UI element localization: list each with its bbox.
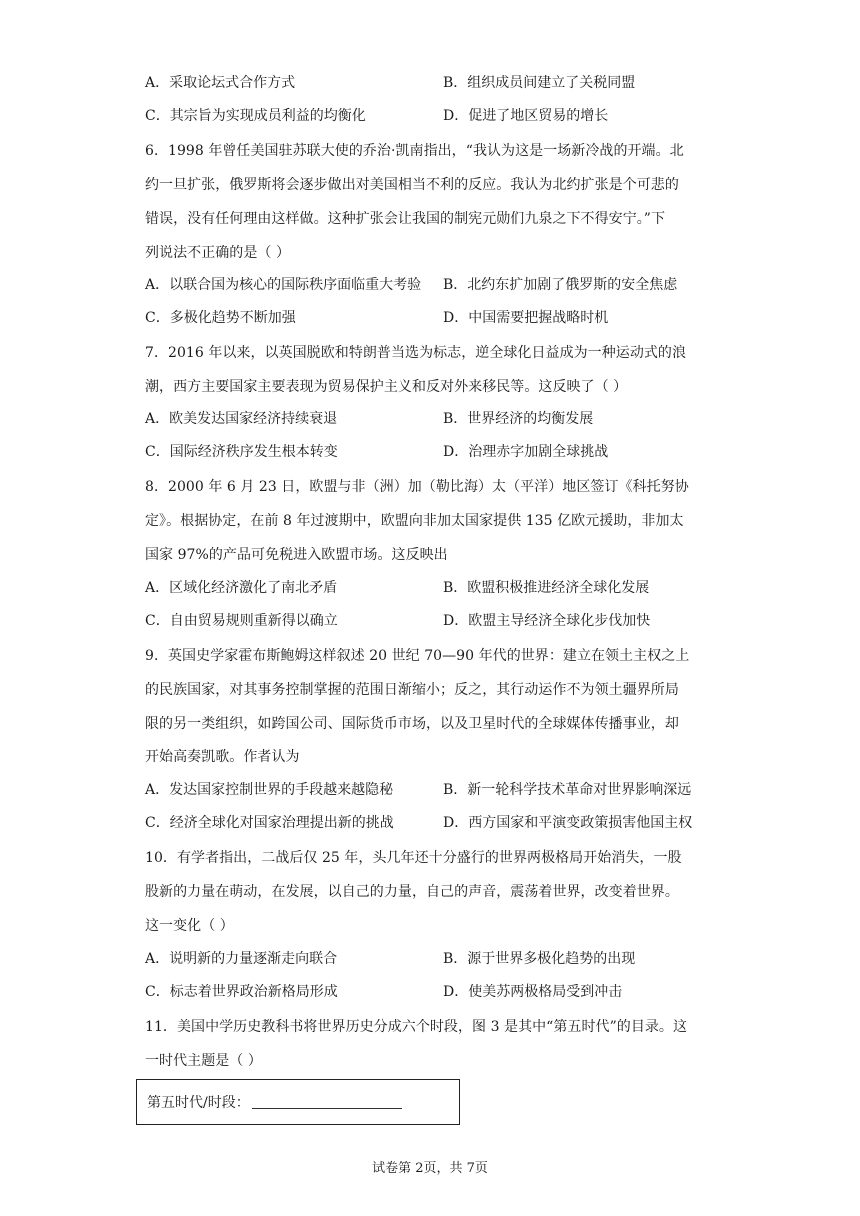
q9-stem-line-2: 的民族国家，对其事务控制掌握的范围日渐缩小；反之，其行动运作不为领土疆界所局 [145,682,679,698]
q9-stem-line-4: 开始高奏凯歌。作者认为 [145,749,300,765]
q5-option-a: A．采取论坛式合作方式 [145,75,296,91]
q7-option-a: A．欧美发达国家经济持续衰退 [145,411,338,427]
fifth-era-table [136,1079,460,1125]
q9-option-a: A．发达国家控制世界的手段越来越隐秘 [145,782,394,798]
q8-option-a: A．区域化经济激化了南北矛盾 [145,580,338,596]
q7-stem-line-1: 7．2016 年以来，以英国脱欧和特朗普当选为标志，逆全球化日益成为一种运动式的浪 [145,345,687,361]
q8-option-c: C．自由贸易规则重新得以确立 [145,613,338,629]
q5-options-row-2 [145,105,725,127]
q11-stem-line-2: 一时代主题是（ ） [145,1053,262,1069]
fifth-era-table-cell [147,1093,402,1113]
q6-stem-line-4: 列说法不正确的是（ ） [145,245,290,261]
q5-option-c: C．其宗旨为实现成员利益的均衡化 [145,108,366,124]
q9-options-row-1 [145,779,725,801]
q8-option-b: B．欧盟积极推进经济全球化发展 [443,580,650,596]
q7-options-row-1 [145,408,725,430]
q7-stem-line-2: 潮，西方主要国家主要表现为贸易保护主义和反对外来移民等。这反映了（ ） [145,379,628,395]
q8-options-row-2 [145,610,725,632]
q8-options-row-1 [145,577,725,599]
q9-option-c: C．经济全球化对国家治理提出新的挑战 [145,815,394,831]
q6-option-d: D．中国需要把握战略时机 [443,310,609,326]
q8-option-d: D．欧盟主导经济全球化步伐加快 [443,613,651,629]
q7-options-row-2 [145,441,725,463]
q10-options-row-1 [145,948,725,970]
q10-option-a: A．说明新的力量逐渐走向联合 [145,951,338,967]
q8-stem-line-3: 国家 97%的产品可免税进入欧盟市场。这反映出 [145,547,448,563]
q10-option-d: D．使美苏两极格局受到冲击 [443,984,623,1000]
q9-options-row-2 [145,812,725,834]
q11-stem-line-1: 11．美国中学历史教科书将世界历史分成六个时段，图 3 是其中“第五时代”的目录。这 [145,1019,688,1035]
q6-option-c: C．多极化趋势不断加强 [145,310,296,326]
q9-option-d: D．西方国家和平演变政策损害他国主权 [443,815,693,831]
q5-option-b: B．组织成员间建立了关税同盟 [443,75,636,91]
q6-stem-line-2: 约一旦扩张，俄罗斯将会逐步做出对美国相当不利的反应。我认为北约扩张是个可悲的 [145,177,679,193]
q6-option-a: A．以联合国为核心的国际秩序面临重大考验 [145,277,422,293]
q9-stem-line-3: 限的另一类组织，如跨国公司、国际货币市场，以及卫星时代的全球媒体传播事业，却 [145,716,679,732]
fifth-era-label: 第五时代/时段： [147,1095,250,1111]
q10-stem-line-1: 10．有学者指出，二战后仅 25 年，头几年还十分盛行的世界两极格局开始消失，一股 [145,850,682,866]
q5-option-d: D．促进了地区贸易的增长 [443,108,609,124]
q7-option-d: D．治理赤字加剧全球挑战 [443,444,609,460]
q5-options-row-1 [145,72,725,94]
q7-option-b: B．世界经济的均衡发展 [443,411,594,427]
q10-option-b: B．源于世界多极化趋势的出现 [443,951,636,967]
q10-stem-line-3: 这一变化（ ） [145,918,234,934]
fill-in-blank [252,1094,402,1109]
q6-options-row-2 [145,307,725,329]
q10-options-row-2 [145,981,725,1003]
q6-stem-line-3: 错误，没有任何理由这样做。这种扩张会让我国的制宪元勋们九泉之下不得安宁。”下 [145,211,666,227]
q10-stem-line-2: 股新的力量在萌动，在发展，以自己的力量，自己的声音，震荡着世界，改变着世界。 [145,884,679,900]
q7-option-c: C．国际经济秩序发生根本转变 [145,444,338,460]
q8-stem-line-1: 8．2000 年 6 月 23 日，欧盟与非（洲）加（勒比海）太（平洋）地区签订《科托努协 [145,479,689,495]
q6-stem-line-1: 6．1998 年曾任美国驻苏联大使的乔治·凯南指出，“我认为这是一场新冷战的开端。北 [145,143,684,159]
page-footer: 试卷第 2页，共 7页 [372,1161,488,1176]
q6-options-row-1 [145,274,725,296]
q9-option-b: B．新一轮科学技术革命对世界影响深远 [443,782,692,798]
q9-stem-line-1: 9．英国史学家霍布斯鲍姆这样叙述 20 世纪 70—90 年代的世界：建立在领土主权之上 [145,648,690,664]
q8-stem-line-2: 定》。根据协定，在前 8 年过渡期中，欧盟向非加太国家提供 135 亿欧元援助，非加太 [145,513,684,529]
q10-option-c: C．标志着世界政治新格局形成 [145,984,338,1000]
q6-option-b: B．北约东扩加剧了俄罗斯的安全焦虑 [443,277,678,293]
